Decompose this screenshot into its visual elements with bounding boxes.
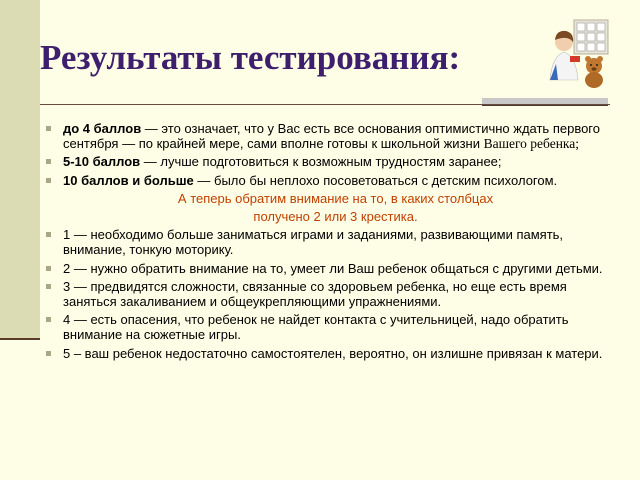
list-item: [44, 121, 608, 151]
item-text: 5 – ваш ребенок недостаточно самостоятелен, вероятно, он излишне привязан к матери.: [63, 345, 603, 361]
highlight-line: получено 2 или 3 крестика.: [253, 209, 418, 225]
list-item: [44, 154, 608, 169]
bullet-icon: [46, 351, 51, 356]
list-item: [44, 261, 608, 276]
score-range: 5-10 баллов: [63, 154, 141, 170]
bullet-icon: [46, 284, 51, 289]
item-text: 4 — есть опасения, что ребенок не найдет контакта с учительницей, надо обратить внимание на сюжетные игры.: [63, 312, 569, 343]
item-text: — это означает, что у Вас есть все основания оптимистично ждать первого сентября — по крайней мере, сами вполне готовы к школьной жизни: [63, 121, 600, 152]
score-range: 10 баллов и больше: [63, 172, 194, 188]
list-item: [44, 346, 608, 361]
list-item: [44, 279, 608, 309]
bullet-icon: [46, 317, 51, 322]
bullet-icon: [46, 266, 51, 271]
slide-content: [44, 121, 608, 364]
item-text-tail: Вашего ребенка;: [483, 136, 580, 152]
item-text: — лучше подготовиться к возможным трудностям заранее;: [140, 154, 502, 170]
left-decor-line: [0, 338, 40, 340]
item-text: 2 — нужно обратить внимание на то, умеет ли Ваш ребенок общаться с другими детьми.: [63, 260, 603, 276]
title-rule: [40, 104, 610, 105]
list-item: [44, 173, 608, 188]
item-text: 1 — необходимо больше заниматься играми и заданиями, развивающими память, внимание, тонкую моторику.: [63, 227, 564, 258]
slide-title: Результаты тестирования:: [40, 38, 461, 77]
bullet-icon: [46, 232, 51, 237]
bullet-icon: [46, 159, 51, 164]
bullet-icon: [46, 178, 51, 183]
list-item: [44, 227, 608, 257]
item-text: 3 — предвидятся сложности, связанные со здоровьем ребенка, но еще есть время заняться закаливанием и общеукрепляющими упражнениями.: [63, 278, 567, 310]
children-illustration-icon: [540, 18, 612, 90]
highlight-line: А теперь обратим внимание на то, в каких столбцах: [177, 190, 494, 206]
item-text: — было бы неплохо посоветоваться с детским психологом.: [193, 172, 558, 188]
score-range: до 4 баллов: [63, 121, 142, 136]
left-decor-bar: [0, 0, 40, 340]
list-item: [44, 312, 608, 342]
bullet-icon: [46, 126, 51, 131]
